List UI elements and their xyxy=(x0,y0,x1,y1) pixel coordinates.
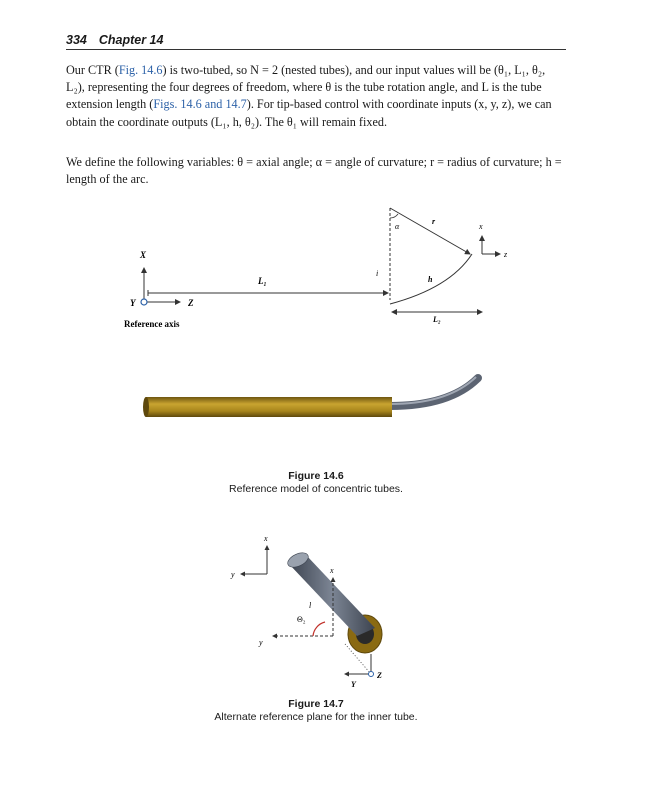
paragraph-1 xyxy=(66,62,566,131)
radius-line xyxy=(390,208,470,254)
h-label: h xyxy=(428,275,433,284)
figure-14-7-diagram xyxy=(225,530,395,690)
paragraph-2: We define the following variables: θ = axial angle; α = angle of curvature; r = radius of curvature; h = length of the arc. xyxy=(66,155,562,187)
alpha-label: α xyxy=(395,222,400,231)
axis-y-label: Y xyxy=(130,298,136,308)
figure-14-6-caption xyxy=(66,470,566,496)
figure-14-7-label: Figure 14.7 xyxy=(288,698,344,710)
Y-label: Y xyxy=(351,680,356,689)
figure-14-7-caption xyxy=(66,698,566,724)
frame-x-label: x xyxy=(264,534,268,543)
frame-y-label: y xyxy=(231,570,235,579)
paragraph-1-part-1: Our CTR ( xyxy=(66,63,119,77)
l2-label: L₂ xyxy=(433,315,441,324)
figs-14-6-14-7-link[interactable]: Figs. 14.6 and 14.7 xyxy=(153,97,247,112)
reference-axis-label: Reference axis xyxy=(124,319,180,329)
figure-14-6-text: Reference model of concentric tubes. xyxy=(229,483,403,495)
tip-z-label: z xyxy=(504,250,508,259)
outer-tube-end xyxy=(143,397,149,417)
inner-tube-curved xyxy=(390,378,478,406)
origin-marker xyxy=(141,299,147,305)
l-label: l xyxy=(309,601,312,610)
theta2-arc xyxy=(313,622,325,636)
page-number: 334 xyxy=(66,33,87,47)
l1-label: L₁ xyxy=(258,276,267,286)
chapter-title: Chapter 14 xyxy=(98,33,164,47)
bottom-origin-marker xyxy=(369,672,374,677)
i-label: i xyxy=(376,269,379,278)
figure-14-6-diagram xyxy=(110,196,520,336)
Z-label: Z xyxy=(377,671,382,680)
axis-z-label: Z xyxy=(188,298,194,308)
paragraph-1-part-3: ). For tip-based control with coordinate inputs (x, y, z), we can obtain the coordinate outputs (L₁, h, θ₂). The θ₁ will remain fixed. xyxy=(66,97,552,129)
figure-14-6-label: Figure 14.6 xyxy=(288,470,344,482)
x-right-label: x xyxy=(330,566,334,575)
tip-x-label: x xyxy=(479,222,483,231)
paragraph-1-part-2: ) is two-tubed, so N = 2 (nested tubes), and our input values will be (θ₁, L₁, θ₂, L₂), representing the four degrees of freedom, where θ is the tube rotation angle, and L is the tube extension length ( xyxy=(66,63,546,112)
outer-tube-gold xyxy=(146,397,392,417)
fig-14-6-link[interactable]: Fig. 14.6 xyxy=(118,63,163,77)
r-label: r xyxy=(432,217,436,226)
alpha-arc xyxy=(390,214,398,218)
theta2-label: Θ₂ xyxy=(297,615,306,624)
concentric-tubes-illustration xyxy=(140,372,500,458)
y-left-label: y xyxy=(259,638,263,647)
figure-14-7-text: Alternate reference plane for the inner tube. xyxy=(214,711,418,723)
running-header xyxy=(66,31,566,50)
axis-x-label: X xyxy=(140,250,147,260)
